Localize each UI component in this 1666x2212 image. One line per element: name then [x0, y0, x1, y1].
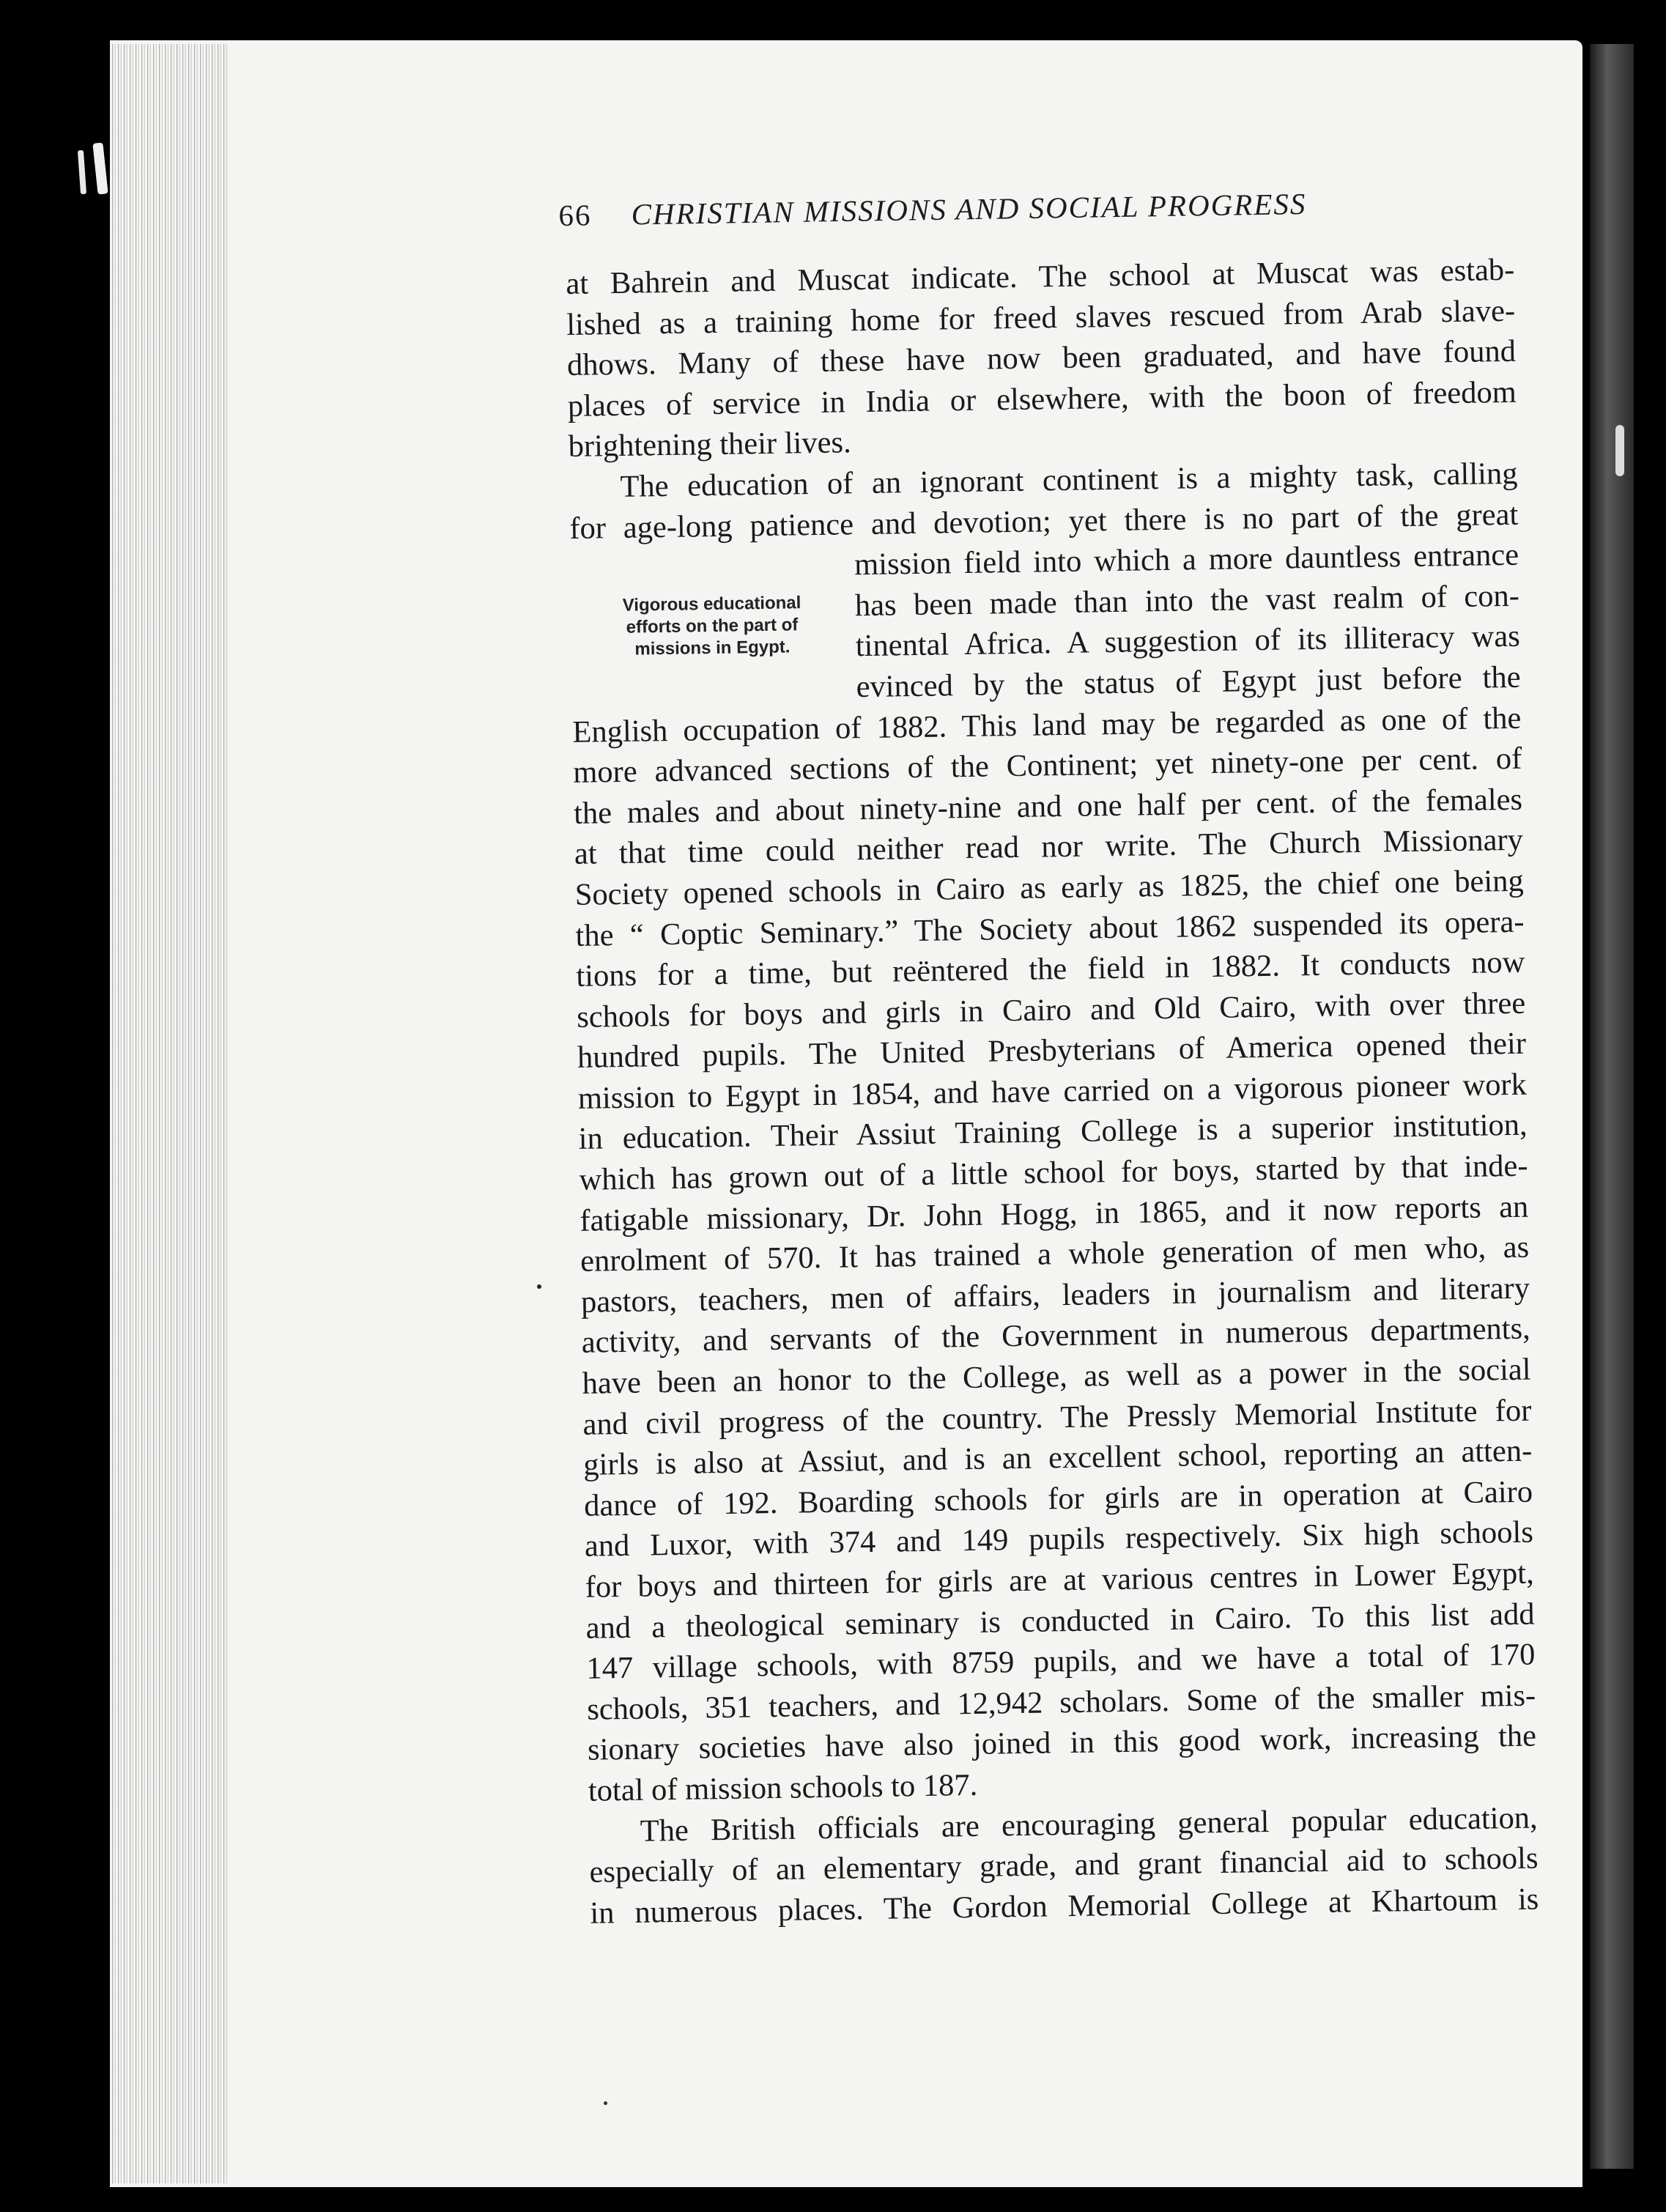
text-line: The British officials are encouraging general popular education,: [640, 1800, 1538, 1849]
margin-note-line: Vigorous educational: [622, 593, 801, 615]
text-line: hundred pupils. The United Presbyterians of America opened their: [577, 1026, 1527, 1076]
text-line: schools for boys and girls in Cairo and Old Cairo, with over three: [576, 985, 1526, 1035]
text-line: enrolment of 570. It has trained a whole generation of men who, as: [580, 1229, 1530, 1279]
book-gutter: [1590, 44, 1634, 2169]
book-page-edges: [110, 44, 227, 2183]
text-line: at Bahrein and Muscat indicate. The school at Muscat was estab-: [566, 252, 1515, 301]
text-line: mission to Egypt in 1854, and have carried on a vigorous pioneer work: [577, 1067, 1528, 1116]
text-line: The education of an ignorant continent is a mighty task, calling: [620, 456, 1518, 504]
text-line: in numerous places. The Gordon Memorial College at Khartoum is: [590, 1882, 1539, 1931]
text-line: more advanced sections of the Continent; yet ninety-one per cent. of: [572, 741, 1522, 791]
body-text: [566, 250, 1539, 1934]
text-line: which has grown out of a little school for boys, started by that inde-: [579, 1148, 1528, 1197]
text-line: sionary societies have also joined in this good work, increasing the: [587, 1718, 1537, 1768]
text-line: mission field into which a more dauntless entrance: [854, 537, 1519, 582]
text-line: the males and about ninety-nine and one half per cent. of the females: [573, 782, 1523, 831]
text-line: and a theological seminary is conducted in Cairo. To this list add: [585, 1597, 1535, 1646]
text-line: tions for a time, but reëntered the field in 1882. It conducts now: [576, 944, 1525, 994]
text-line: and Luxor, with 374 and 149 pupils respectively. Six high schools: [584, 1515, 1534, 1564]
margin-speck: [537, 1284, 541, 1289]
text-line: brightening their lives.: [568, 425, 851, 465]
text-line: tinental Africa. A suggestion of its illiteracy was: [855, 619, 1521, 664]
margin-note-line: missions in Egypt.: [634, 637, 791, 659]
text-line: pastors, teachers, men of affairs, leaders in journalism and literary: [580, 1270, 1530, 1320]
text-line: places of service in India or elsewhere, with the boon of freedom: [567, 374, 1517, 423]
text-line: girls is also at Assiut, and is an excellent school, reporting an atten-: [582, 1433, 1533, 1483]
text-line: the “ Coptic Seminary.” The Society about 1862 suspended its opera-: [575, 904, 1525, 953]
margin-speck: [604, 2101, 607, 2105]
text-line: have been an honor to the College, as well as a power in the social: [582, 1352, 1531, 1401]
text-line: total of mission schools to 187.: [588, 1767, 978, 1808]
page-edge-mark: [78, 150, 86, 194]
text-line: 147 village schools, with 8759 pupils, and we have a total of 170: [586, 1637, 1536, 1686]
text-line: activity, and servants of the Government in numerous departments,: [581, 1312, 1531, 1361]
text-line: dhows. Many of these have now been graduated, and have found: [566, 333, 1517, 383]
text-line: Society opened schools in Cairo as early as 1825, the chief one being: [574, 863, 1524, 912]
text-line: has been made than into the vast realm of con-: [854, 578, 1520, 623]
text-line: English occupation of 1882. This land may be regarded as one of the: [572, 700, 1522, 750]
text-line: for age-long patience and devotion; yet there is no part of the great: [569, 497, 1519, 546]
text-line: at that time could neither read nor write. The Church Missionary: [574, 823, 1524, 872]
text-line: and civil progress of the country. The Pressly Memorial Institute for: [582, 1393, 1532, 1442]
text-line: for boys and thirteen for girls are at various centres in Lower Egypt,: [585, 1556, 1535, 1605]
text-line: especially of an elementary grade, and grant financial aid to schools: [589, 1841, 1539, 1890]
text-line: schools, 351 teachers, and 12,942 scholars. Some of the smaller mis-: [586, 1678, 1536, 1727]
text-line: fatigable missionary, Dr. John Hogg, in 1865, and it now reports an: [580, 1189, 1529, 1238]
page-number: 66: [558, 198, 592, 232]
text-line: lished as a training home for freed slaves rescued from Arab slave-: [566, 293, 1516, 342]
text-line: evinced by the status of Egypt just before the: [856, 659, 1521, 705]
text-line: in education. Their Assiut Training College is a superior institution,: [578, 1108, 1528, 1157]
margin-note-line: efforts on the part of: [626, 615, 799, 637]
page-edge-mark: [92, 142, 108, 194]
text-line: dance of 192. Boarding schools for girls are in operation at Cairo: [583, 1474, 1533, 1523]
gutter-spot: [1615, 425, 1624, 476]
running-title: CHRISTIAN MISSIONS AND SOCIAL PROGRESS: [631, 186, 1307, 232]
